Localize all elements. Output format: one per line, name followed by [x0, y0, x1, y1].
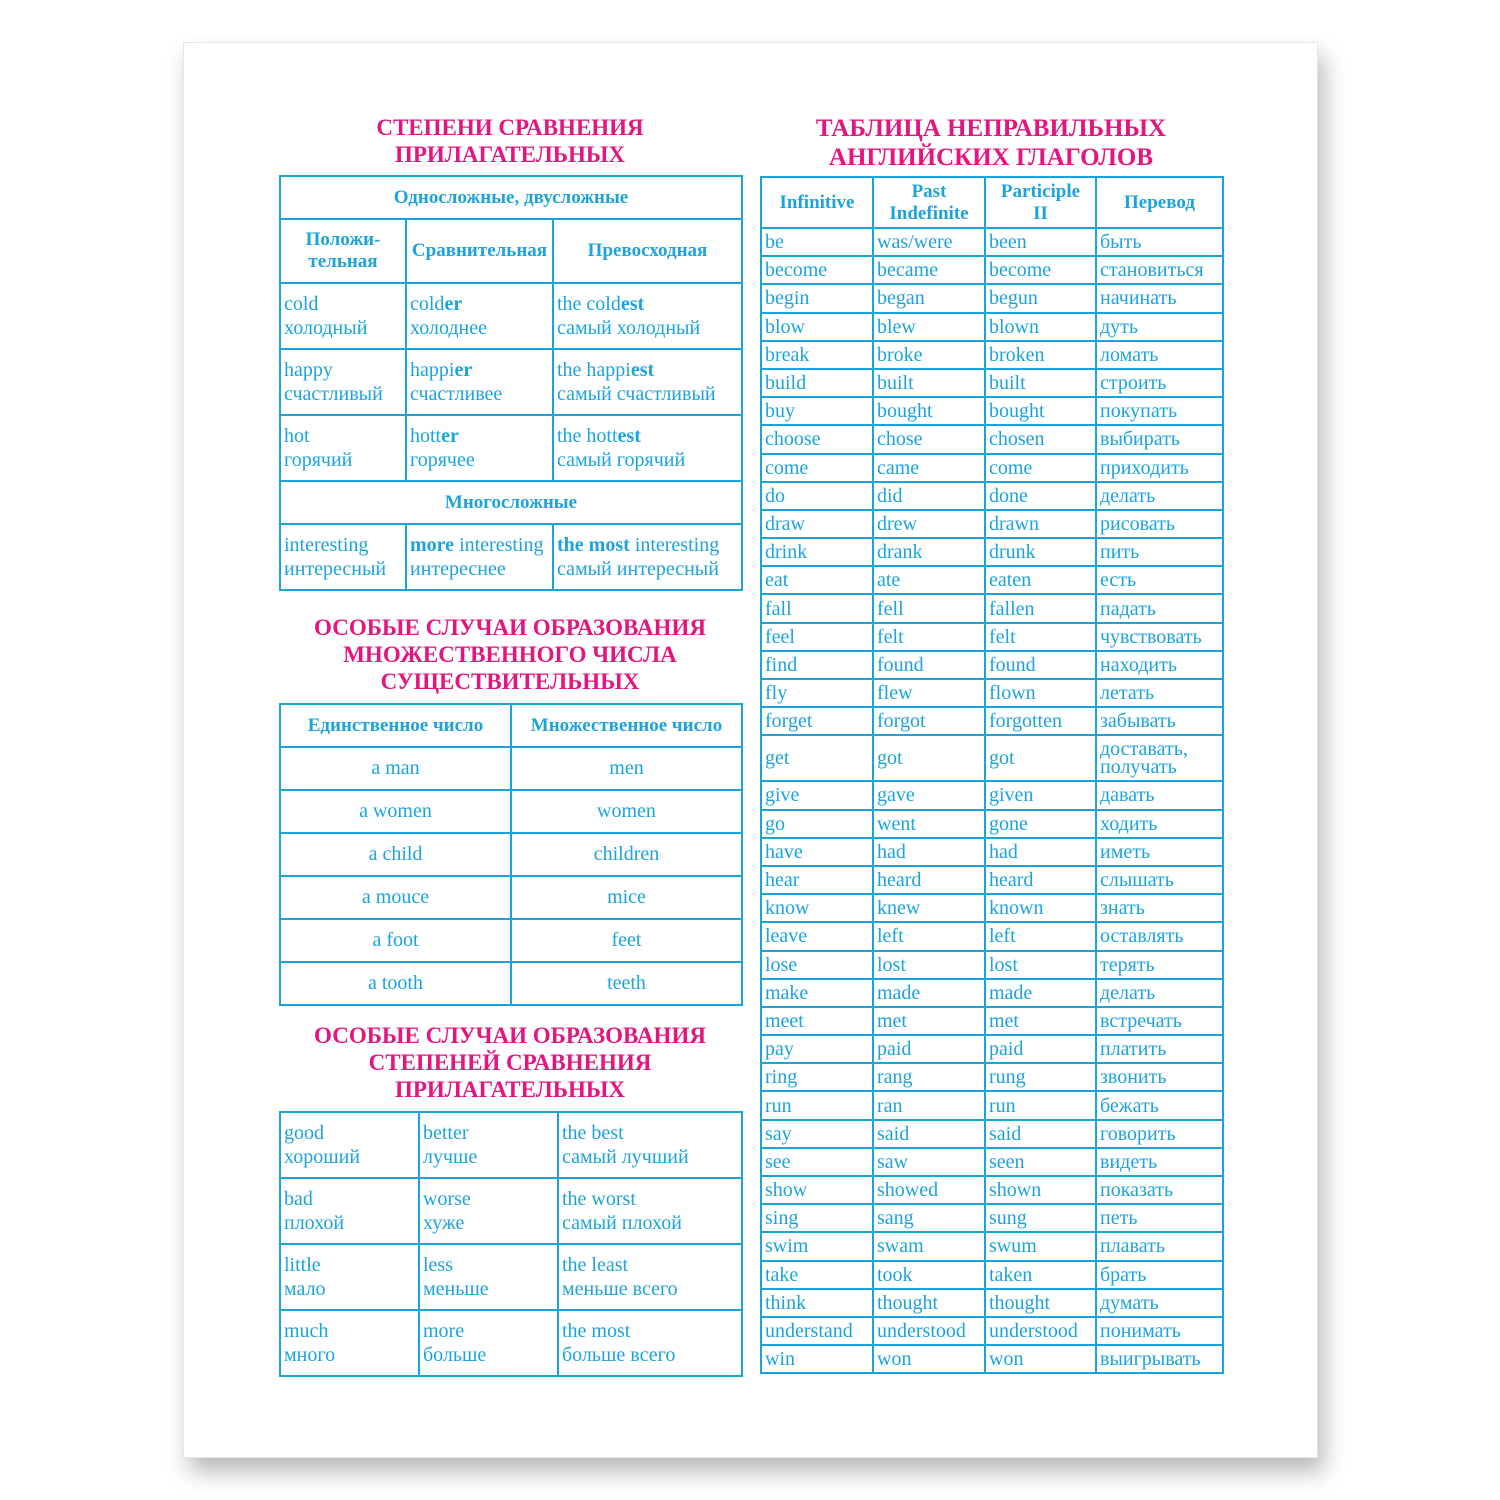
verb-past: understood	[873, 1317, 985, 1345]
verb-translation: понимать	[1096, 1317, 1223, 1345]
table-row: cold холодный colder холоднее the coldest самый холодный	[280, 283, 742, 349]
verb-infinitive: buy	[761, 397, 873, 425]
verb-past: showed	[873, 1176, 985, 1204]
table-row: happy счастливый happier счастливее the happiest самый счастливый	[280, 349, 742, 415]
verb-past: had	[873, 838, 985, 866]
verb-participle: built	[985, 369, 1096, 397]
section-long-words: Многосложные	[280, 481, 742, 524]
verb-participle: come	[985, 454, 1096, 482]
verb-past: forgot	[873, 707, 985, 735]
table-row	[761, 651, 1223, 679]
table-row: much много more больше the most больше всего	[280, 1310, 742, 1376]
table-row: good хороший better лучше the best самый лучший	[280, 1112, 742, 1178]
verb-past: lost	[873, 951, 985, 979]
verb-infinitive: begin	[761, 284, 873, 312]
verb-translation: пить	[1096, 538, 1223, 566]
verb-infinitive: draw	[761, 510, 873, 538]
verb-participle: drawn	[985, 510, 1096, 538]
verb-past: sang	[873, 1204, 985, 1232]
verb-translation: слышать	[1096, 866, 1223, 894]
verb-participle: shown	[985, 1176, 1096, 1204]
special-comparison-table	[279, 1111, 743, 1377]
verb-translation: ломать	[1096, 341, 1223, 369]
verb-translation: есть	[1096, 566, 1223, 594]
verb-past: swam	[873, 1232, 985, 1260]
header-singular: Единственное число	[280, 704, 511, 747]
adjectives-table	[279, 175, 743, 591]
verb-translation: брать	[1096, 1261, 1223, 1289]
verb-infinitive: understand	[761, 1317, 873, 1345]
verb-infinitive: make	[761, 979, 873, 1007]
table-row	[761, 951, 1223, 979]
table-row	[761, 228, 1223, 256]
verb-participle: broken	[985, 341, 1096, 369]
table-row	[761, 1204, 1223, 1232]
verb-past: rang	[873, 1063, 985, 1091]
verb-participle: had	[985, 838, 1096, 866]
table-row: hot горячий hotter горячее the hottest самый горячий	[280, 415, 742, 481]
verb-past: found	[873, 651, 985, 679]
verb-participle: done	[985, 482, 1096, 510]
verb-participle: given	[985, 781, 1096, 809]
verb-infinitive: pay	[761, 1035, 873, 1063]
verb-participle: been	[985, 228, 1096, 256]
table-row	[761, 1317, 1223, 1345]
verb-past: flew	[873, 679, 985, 707]
table-row	[761, 1261, 1223, 1289]
verb-participle: lost	[985, 951, 1096, 979]
verb-past: won	[873, 1345, 985, 1373]
verb-infinitive: be	[761, 228, 873, 256]
verb-translation: приходить	[1096, 454, 1223, 482]
verb-infinitive: run	[761, 1091, 873, 1119]
table-row	[761, 707, 1223, 735]
verb-infinitive: drink	[761, 538, 873, 566]
verb-participle: thought	[985, 1289, 1096, 1317]
verb-translation: начинать	[1096, 284, 1223, 312]
verb-participle: run	[985, 1091, 1096, 1119]
verb-participle: rung	[985, 1063, 1096, 1091]
verb-infinitive: blow	[761, 313, 873, 341]
verb-translation: находить	[1096, 651, 1223, 679]
verb-participle: understood	[985, 1317, 1096, 1345]
verb-past: broke	[873, 341, 985, 369]
table-row	[761, 313, 1223, 341]
verb-past: began	[873, 284, 985, 312]
verb-translation: строить	[1096, 369, 1223, 397]
table-row: a man men	[280, 747, 742, 790]
table-row: interesting интересный more interesting интереснее the most interesting самый интересный	[280, 524, 742, 590]
table-row	[761, 1120, 1223, 1148]
header-plural: Множественное число	[511, 704, 742, 747]
irregular-verbs-table	[760, 176, 1224, 1374]
table-row	[761, 454, 1223, 482]
table-row	[761, 810, 1223, 838]
verb-past: made	[873, 979, 985, 1007]
verb-past: was/were	[873, 228, 985, 256]
verb-translation: покупать	[1096, 397, 1223, 425]
verb-past: ran	[873, 1091, 985, 1119]
verb-participle: become	[985, 256, 1096, 284]
table-row	[761, 1063, 1223, 1091]
verb-past: knew	[873, 894, 985, 922]
verb-participle: blown	[985, 313, 1096, 341]
verb-past: drew	[873, 510, 985, 538]
table-row	[761, 1345, 1223, 1373]
verb-participle: bought	[985, 397, 1096, 425]
verb-translation: говорить	[1096, 1120, 1223, 1148]
header-translation: Перевод	[1096, 177, 1223, 228]
verb-past: fell	[873, 594, 985, 622]
table-row: a tooth teeth	[280, 962, 742, 1005]
verb-participle: forgotten	[985, 707, 1096, 735]
verb-past: gave	[873, 781, 985, 809]
table-row	[761, 838, 1223, 866]
table-row	[761, 1007, 1223, 1035]
table-row	[761, 1148, 1223, 1176]
verb-infinitive: forget	[761, 707, 873, 735]
verb-infinitive: build	[761, 369, 873, 397]
table-row	[761, 425, 1223, 453]
verb-past: did	[873, 482, 985, 510]
verb-rows	[761, 228, 1223, 1373]
verb-past: bought	[873, 397, 985, 425]
verb-translation: падать	[1096, 594, 1223, 622]
table-row	[761, 482, 1223, 510]
verb-infinitive: think	[761, 1289, 873, 1317]
verb-translation: думать	[1096, 1289, 1223, 1317]
table-row	[761, 1232, 1223, 1260]
verb-translation: выбирать	[1096, 425, 1223, 453]
verb-past: chose	[873, 425, 985, 453]
verb-translation: знать	[1096, 894, 1223, 922]
verb-past: went	[873, 810, 985, 838]
verb-past: heard	[873, 866, 985, 894]
verb-participle: flown	[985, 679, 1096, 707]
table-row: bad плохой worse хуже the worst самый плохой	[280, 1178, 742, 1244]
table-row	[761, 397, 1223, 425]
verb-infinitive: find	[761, 651, 873, 679]
verb-past: ate	[873, 566, 985, 594]
verb-participle: gone	[985, 810, 1096, 838]
verb-participle: left	[985, 922, 1096, 950]
table-row	[761, 566, 1223, 594]
table-row	[761, 594, 1223, 622]
verb-past: met	[873, 1007, 985, 1035]
table-row: little мало less меньше the least меньше всего	[280, 1244, 742, 1310]
verb-infinitive: see	[761, 1148, 873, 1176]
verb-infinitive: become	[761, 256, 873, 284]
verb-participle: made	[985, 979, 1096, 1007]
verb-translation: забывать	[1096, 707, 1223, 735]
verb-participle: swum	[985, 1232, 1096, 1260]
verb-translation: платить	[1096, 1035, 1223, 1063]
verb-translation: чувствовать	[1096, 623, 1223, 651]
verb-participle: found	[985, 651, 1096, 679]
verb-translation: петь	[1096, 1204, 1223, 1232]
verb-past: blew	[873, 313, 985, 341]
verb-infinitive: choose	[761, 425, 873, 453]
verb-participle: heard	[985, 866, 1096, 894]
verb-participle: met	[985, 1007, 1096, 1035]
header-past-indefinite: Past Indefinite	[873, 177, 985, 228]
verb-participle: felt	[985, 623, 1096, 651]
verb-infinitive: win	[761, 1345, 873, 1373]
plurals-title: ОСОБЫЕ СЛУЧАИ ОБРАЗОВАНИЯ МНОЖЕСТВЕННОГО ЧИСЛА СУЩЕСТВИТЕЛЬНЫХ	[314, 615, 706, 694]
table-row: a child children	[280, 833, 742, 876]
verb-infinitive: eat	[761, 566, 873, 594]
table-row	[761, 256, 1223, 284]
verb-participle: eaten	[985, 566, 1096, 594]
verb-participle: drunk	[985, 538, 1096, 566]
verb-participle: said	[985, 1120, 1096, 1148]
verb-infinitive: know	[761, 894, 873, 922]
table-row	[761, 369, 1223, 397]
verb-past: left	[873, 922, 985, 950]
verb-translation: иметь	[1096, 838, 1223, 866]
verb-participle: got	[985, 735, 1096, 781]
table-row	[761, 1289, 1223, 1317]
header-comparative: Сравнительная	[406, 219, 553, 283]
adjectives-title: СТЕПЕНИ СРАВНЕНИЯ ПРИЛАГАТЕЛЬНЫХ	[376, 115, 644, 167]
verb-past: became	[873, 256, 985, 284]
plurals-table	[279, 703, 743, 1006]
verb-translation: рисовать	[1096, 510, 1223, 538]
verb-participle: won	[985, 1345, 1096, 1373]
verb-participle: sung	[985, 1204, 1096, 1232]
table-row	[761, 1091, 1223, 1119]
verb-participle: begun	[985, 284, 1096, 312]
verb-translation: встречать	[1096, 1007, 1223, 1035]
special-comparison-title: ОСОБЫЕ СЛУЧАИ ОБРАЗОВАНИЯ СТЕПЕНЕЙ СРАВНЕНИЯ ПРИЛАГАТЕЛЬНЫХ	[314, 1023, 706, 1102]
header-positive: Положи-тельная	[280, 219, 406, 283]
verb-participle: seen	[985, 1148, 1096, 1176]
table-row	[761, 979, 1223, 1007]
verb-translation: плавать	[1096, 1232, 1223, 1260]
table-row	[761, 341, 1223, 369]
verb-past: felt	[873, 623, 985, 651]
verb-translation: летать	[1096, 679, 1223, 707]
verb-translation: видеть	[1096, 1148, 1223, 1176]
verb-translation: показать	[1096, 1176, 1223, 1204]
verb-infinitive: fall	[761, 594, 873, 622]
verb-participle: taken	[985, 1261, 1096, 1289]
verb-infinitive: say	[761, 1120, 873, 1148]
table-row	[761, 735, 1223, 781]
verb-participle: chosen	[985, 425, 1096, 453]
verb-infinitive: get	[761, 735, 873, 781]
verb-translation: терять	[1096, 951, 1223, 979]
verb-participle: fallen	[985, 594, 1096, 622]
verb-past: came	[873, 454, 985, 482]
verb-participle: paid	[985, 1035, 1096, 1063]
verb-translation: быть	[1096, 228, 1223, 256]
verb-infinitive: go	[761, 810, 873, 838]
verb-infinitive: feel	[761, 623, 873, 651]
table-row	[761, 510, 1223, 538]
verb-infinitive: fly	[761, 679, 873, 707]
header-superlative: Превосходная	[553, 219, 742, 283]
table-row	[761, 922, 1223, 950]
table-row	[761, 894, 1223, 922]
table-row: a women women	[280, 790, 742, 833]
verb-past: got	[873, 735, 985, 781]
verb-past: built	[873, 369, 985, 397]
verb-infinitive: meet	[761, 1007, 873, 1035]
verb-translation: давать	[1096, 781, 1223, 809]
table-row: a mouce mice	[280, 876, 742, 919]
verb-infinitive: leave	[761, 922, 873, 950]
verb-infinitive: have	[761, 838, 873, 866]
header-infinitive: Infinitive	[761, 177, 873, 228]
verb-translation: ходить	[1096, 810, 1223, 838]
table-row	[761, 623, 1223, 651]
verb-infinitive: break	[761, 341, 873, 369]
verb-infinitive: ring	[761, 1063, 873, 1091]
verb-translation: выигрывать	[1096, 1345, 1223, 1373]
verb-infinitive: sing	[761, 1204, 873, 1232]
verb-translation: бежать	[1096, 1091, 1223, 1119]
section-short-words: Односложные, двусложные	[280, 176, 742, 219]
table-row	[761, 679, 1223, 707]
verb-infinitive: take	[761, 1261, 873, 1289]
verb-translation: звонить	[1096, 1063, 1223, 1091]
header-participle-ii: Participle II	[985, 177, 1096, 228]
table-row	[761, 284, 1223, 312]
verb-translation: делать	[1096, 979, 1223, 1007]
irregular-verbs-title: ТАБЛИЦА НЕПРАВИЛЬНЫХ АНГЛИЙСКИХ ГЛАГОЛОВ	[815, 115, 1167, 171]
verb-translation: оставлять	[1096, 922, 1223, 950]
verb-infinitive: hear	[761, 866, 873, 894]
verb-translation: доставать, получать	[1096, 735, 1223, 781]
verb-translation: делать	[1096, 482, 1223, 510]
verb-past: paid	[873, 1035, 985, 1063]
table-row	[761, 1035, 1223, 1063]
verb-participle: known	[985, 894, 1096, 922]
verb-translation: становиться	[1096, 256, 1223, 284]
table-row: a foot feet	[280, 919, 742, 962]
table-row	[761, 538, 1223, 566]
verb-infinitive: swim	[761, 1232, 873, 1260]
table-row	[761, 866, 1223, 894]
verb-infinitive: come	[761, 454, 873, 482]
verb-past: saw	[873, 1148, 985, 1176]
verb-infinitive: do	[761, 482, 873, 510]
table-row	[761, 781, 1223, 809]
table-row	[761, 1176, 1223, 1204]
verb-past: said	[873, 1120, 985, 1148]
verb-infinitive: give	[761, 781, 873, 809]
verb-infinitive: show	[761, 1176, 873, 1204]
verb-past: took	[873, 1261, 985, 1289]
verb-past: drank	[873, 538, 985, 566]
verb-past: thought	[873, 1289, 985, 1317]
verb-infinitive: lose	[761, 951, 873, 979]
verb-translation: дуть	[1096, 313, 1223, 341]
